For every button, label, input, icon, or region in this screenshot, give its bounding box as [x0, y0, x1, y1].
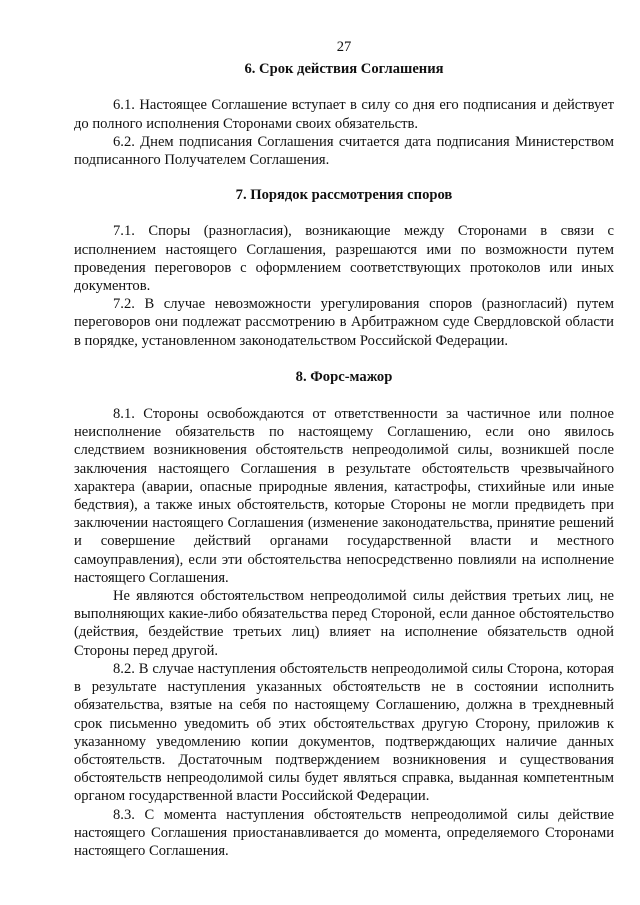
paragraph-8-1-note: Не являются обстоятельством непреодолимой силы действия третьих лиц, не выполняющих какие-либо обязательства перед Стороной, если данное обстоятельство (действия, бездействие третьих лиц) влияет на исполнение обязательств одной Стороны перед другой. — [74, 588, 614, 659]
paragraph-6-2: 6.2. Днем подписания Соглашения считается дата подписания Министерством подписанного Получателем Соглашения. — [74, 133, 614, 169]
section-heading-7: 7. Порядок рассмотрения споров — [235, 187, 453, 204]
paragraph-7-2: 7.2. В случае невозможности урегулирования споров (разногласий) путем переговоров они подлежат рассмотрению в Арбитражном суде Свердловской области в порядке, установленном законодательством Российской Федерации. — [74, 296, 614, 349]
paragraph-6-1: 6.1. Настоящее Соглашение вступает в силу со дня его подписания и действует до полного исполнения Сторонами своих обязательств. — [74, 97, 614, 132]
section-heading-8: 8. Форс-мажор — [295, 368, 393, 385]
paragraph-8-1: 8.1. Стороны освобождаются от ответственности за частичное или полное неисполнение обязательств по настоящему Соглашению, если оно явилось следствием возникновения обстоятельств непреодолимой силы, возникшей после заключения настоящего Соглашения в результате обстоятельств чрезвычайного характера (аварии, опасные природные явления, катастрофы, стихийные или иные бедствия), а также иных обстоятельств, которые Стороны не могли предвидеть при заключении настоящего Соглашения (изменение законодательства, принятие решений и совершение действий органами государственной власти и местного самоуправления), если эти обстоятельства непосредственно повлияли на исполнение настоящего Соглашения. — [74, 406, 614, 586]
paragraph-7-1: 7.1. Споры (разногласия), возникающие между Сторонами в связи с исполнением настоящего Соглашения, разрешаются ими по возможности путем проведения переговоров с оформлением соответствующих протоколов или иных документов. — [74, 223, 614, 295]
page-number: 27 — [336, 39, 352, 55]
paragraph-8-2: 8.2. В случае наступления обстоятельств непреодолимой силы Сторона, которая в результате наступления указанных обстоятельств не в состоянии исполнить обязательства, взятые на себя по настоящему Соглашению, должна в трехдневный срок письменно уведомить об этих обстоятельствах другую Сторону, приложив к указанному уведомлению копии документов, подтверждающих наличие данных обстоятельств. Достаточным подтверждением возникновения и существования обстоятельств непреодолимой силы будет являться справка, выданная компетентным органом государственной власти Российской Федерации. — [74, 660, 614, 805]
paragraph-8-3: 8.3. С момента наступления обстоятельств непреодолимой силы действие настоящего Соглашения приостанавливается до момента, определяемого Сторонами настоящего Соглашения. — [74, 806, 614, 859]
section-heading-6: 6. Срок действия Соглашения — [244, 61, 444, 78]
